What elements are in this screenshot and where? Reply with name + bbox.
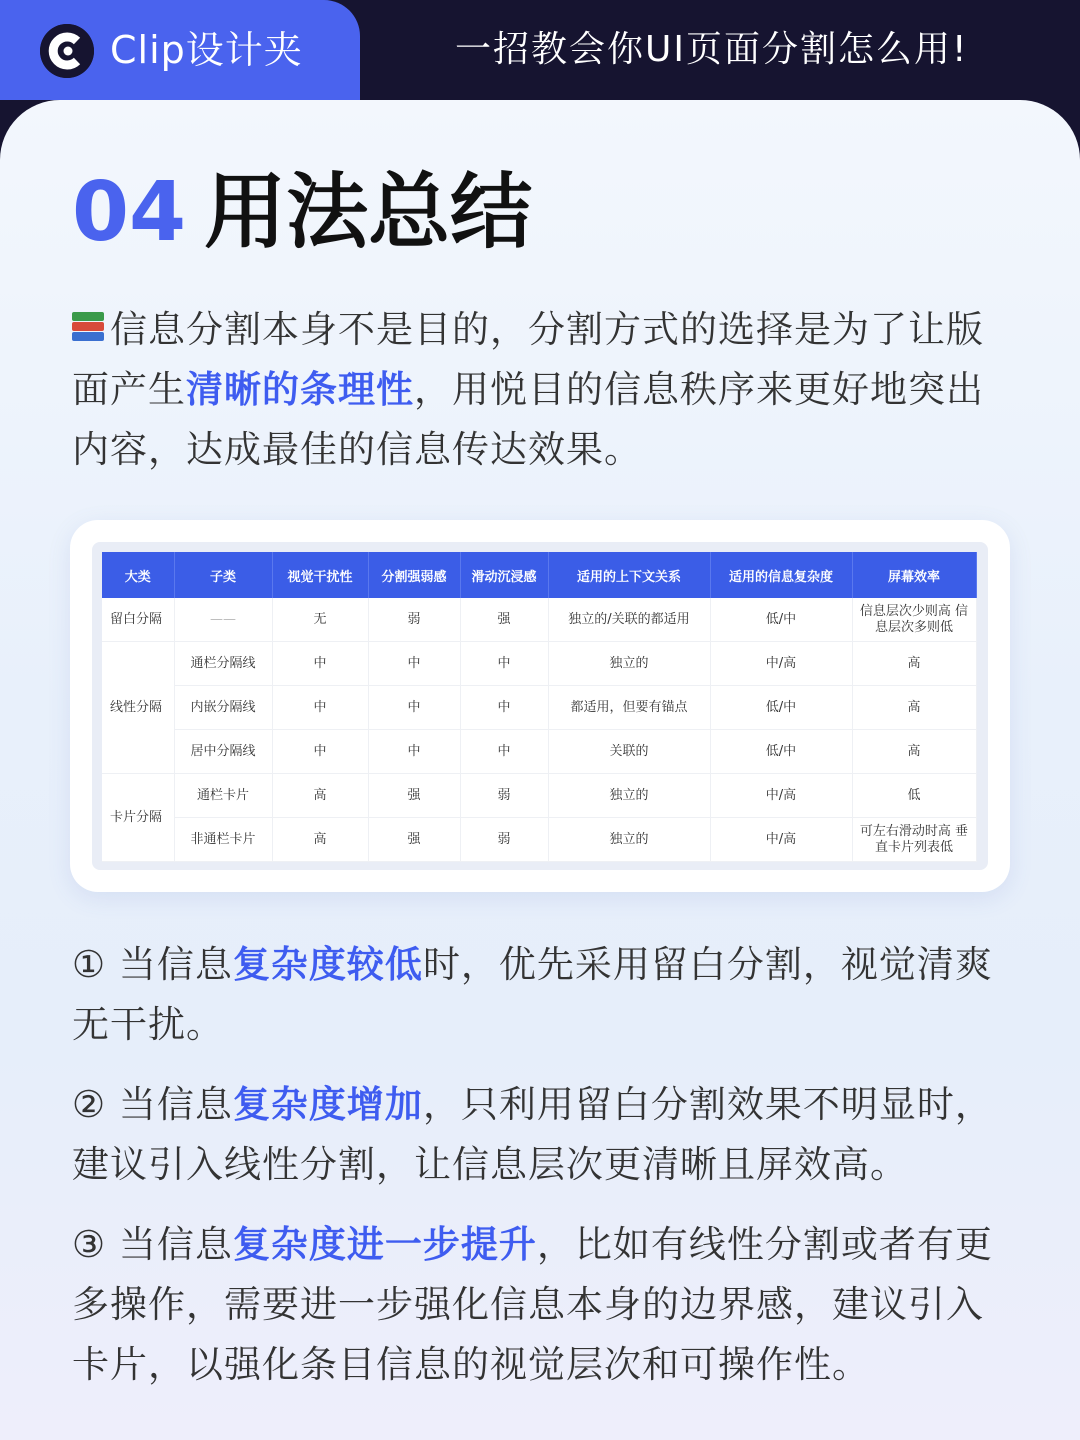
context-cell: 都适用，但要有锚点 — [548, 686, 710, 730]
header-title: 一招教会你UI页面分割怎么用! — [455, 29, 969, 70]
complexity-cell: 低/中 — [710, 730, 852, 774]
context-cell: 独立的 — [548, 642, 710, 686]
efficiency-cell: 高 — [852, 686, 976, 730]
interference-cell: 高 — [272, 818, 368, 862]
category-cell: 线性分隔 — [102, 642, 174, 774]
table-row — [102, 730, 976, 774]
subcategory-cell: 通栏分隔线 — [174, 642, 272, 686]
item-prefix: ③ 当信息 — [72, 1223, 233, 1266]
item-text: ，只利用留白分割效果不明显时，建议引入线性分割，让信息层次更清晰且屏效高。 — [72, 1083, 993, 1186]
efficiency-cell: 高 — [852, 730, 976, 774]
item-text: ，比如有线性分割或者有更多操作，需要进一步强化信息本身的边界感，建议引入卡片，以强化条目信息的视觉层次和可操作性。 — [72, 1223, 993, 1386]
subcategory-cell: 内嵌分隔线 — [174, 686, 272, 730]
section-number: 04 — [72, 165, 187, 260]
summary-item-3 — [72, 1215, 1017, 1395]
intro-text-1: 信息分割本身不是目的，分割方式的选择是为了让版面产生 — [72, 308, 984, 411]
item-highlight: 复杂度进一步提升 — [232, 1223, 537, 1266]
immersion-cell: 中 — [460, 730, 548, 774]
immersion-cell: 中 — [460, 686, 548, 730]
table-header-cell: 大类 — [102, 552, 174, 598]
table-row — [102, 818, 976, 862]
complexity-cell: 中/高 — [710, 774, 852, 818]
item-highlight: 复杂度增加 — [232, 1083, 423, 1126]
comparison-table-card — [70, 520, 1010, 892]
category-cell: 卡片分隔 — [102, 774, 174, 862]
table-frame — [92, 542, 988, 870]
intro-text-2: ，用悦目的信息秩序来更好地突出内容，达成最佳的信息传达效果。 — [72, 368, 984, 471]
clip-logo-icon — [40, 24, 94, 78]
efficiency-cell: 高 — [852, 642, 976, 686]
section-heading: 用法总结 — [204, 165, 533, 260]
immersion-cell: 中 — [460, 642, 548, 686]
efficiency-cell: 低 — [852, 774, 976, 818]
immersion-cell: 弱 — [460, 818, 548, 862]
subcategory-cell: —— — [174, 598, 272, 642]
summary-item-2 — [72, 1075, 1017, 1195]
comparison-table — [102, 552, 977, 862]
complexity-cell: 中/高 — [710, 642, 852, 686]
efficiency-cell: 可左右滑动时高 垂直卡片列表低 — [852, 818, 976, 862]
table-row — [102, 686, 976, 730]
table-header-row — [102, 552, 976, 598]
complexity-cell: 低/中 — [710, 686, 852, 730]
immersion-cell: 强 — [460, 598, 548, 642]
item-highlight: 复杂度较低 — [232, 943, 423, 986]
strength-cell: 强 — [368, 818, 460, 862]
category-cell: 留白分隔 — [102, 598, 174, 642]
books-icon — [72, 310, 106, 344]
context-cell: 独立的 — [548, 774, 710, 818]
context-cell: 独立的 — [548, 818, 710, 862]
strength-cell: 强 — [368, 774, 460, 818]
brand-name: Clip设计夹 — [110, 28, 303, 72]
efficiency-cell: 信息层次少则高 信息层次多则低 — [852, 598, 976, 642]
intro-paragraph — [72, 300, 1012, 480]
table-header-cell: 视觉干扰性 — [272, 552, 368, 598]
table-header-cell: 屏幕效率 — [852, 552, 976, 598]
complexity-cell: 中/高 — [710, 818, 852, 862]
context-cell: 独立的/关联的都适用 — [548, 598, 710, 642]
interference-cell: 中 — [272, 686, 368, 730]
top-bar — [0, 0, 1080, 100]
context-cell: 关联的 — [548, 730, 710, 774]
table-row — [102, 642, 976, 686]
interference-cell: 无 — [272, 598, 368, 642]
subcategory-cell: 居中分隔线 — [174, 730, 272, 774]
complexity-cell: 低/中 — [710, 598, 852, 642]
strength-cell: 中 — [368, 642, 460, 686]
brand-tab — [0, 0, 360, 100]
section-title — [72, 165, 532, 261]
interference-cell: 高 — [272, 774, 368, 818]
table-header-cell: 子类 — [174, 552, 272, 598]
subcategory-cell: 通栏卡片 — [174, 774, 272, 818]
strength-cell: 中 — [368, 686, 460, 730]
table-header-cell: 分割强弱感 — [368, 552, 460, 598]
interference-cell: 中 — [272, 642, 368, 686]
item-prefix: ② 当信息 — [72, 1083, 233, 1126]
interference-cell: 中 — [272, 730, 368, 774]
strength-cell: 弱 — [368, 598, 460, 642]
immersion-cell: 弱 — [460, 774, 548, 818]
intro-highlight: 清晰的条理性 — [186, 368, 414, 411]
item-prefix: ① 当信息 — [72, 943, 233, 986]
table-header-cell: 适用的信息复杂度 — [710, 552, 852, 598]
table-row — [102, 774, 976, 818]
subcategory-cell: 非通栏卡片 — [174, 818, 272, 862]
table-header-cell: 适用的上下文关系 — [548, 552, 710, 598]
table-row — [102, 598, 976, 642]
table-header-cell: 滑动沉浸感 — [460, 552, 548, 598]
strength-cell: 中 — [368, 730, 460, 774]
summary-item-1 — [72, 935, 1017, 1055]
item-text: 时，优先采用留白分割，视觉清爽无干扰。 — [72, 943, 993, 1046]
